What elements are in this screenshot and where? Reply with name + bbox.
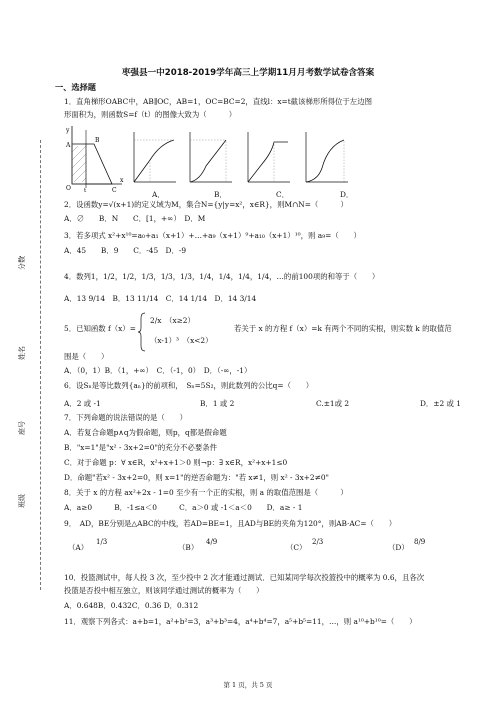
q1-line1: 1．直角梯形OABC中，AB∥OC，AB=1，OC=BC=2，直线l：x=t截该梯形所得位于左边图: [64, 97, 372, 106]
q7-b: B．"x=1"是"x² - 3x+2=0"的充分不必要条件: [64, 443, 217, 452]
svg-text:A: A: [66, 142, 71, 149]
q1-option-c: C．: [276, 190, 290, 199]
q1-graph-b: [186, 130, 234, 188]
q9-option-a-label: （A）: [68, 543, 89, 552]
q8-options: A．a≥0 B．-1≤a＜0 C．a＞0 或 -1＜a＜0 D．a≥ - 1: [64, 503, 303, 512]
q1-option-d: D．: [340, 190, 354, 199]
q9-option-c-value: 2/3: [312, 538, 324, 546]
page-footer: 第 1 页，共 5 页: [223, 681, 273, 689]
svg-text:B: B: [95, 137, 100, 144]
q6-option-c: C.±1或 2: [316, 399, 350, 408]
id-label: 座号: [18, 421, 26, 435]
q3-options: A．45 B．9 C．-45 D．-9: [64, 246, 187, 255]
section-heading: 一、选择题: [55, 82, 96, 92]
q6-option-d: D．±2 或 1: [420, 399, 462, 408]
q9-option-d-label: （D）: [388, 543, 409, 552]
q1-line2: 形面积为，则函数S=f（t）的图像大致为（ ）: [64, 110, 237, 119]
q5-options: A．（0，1）B．（1，+∞） C．（-1，0） D．（-∞，-1）: [64, 366, 252, 375]
score-label: 分数: [18, 256, 26, 270]
q7-a: A．若复合命题p∧q为假命题，则p，q都是假命题: [64, 428, 227, 437]
q5-piece1: 2/x （x≥2）: [150, 316, 195, 325]
q5-pre: 5．已知函数 f（x）=: [64, 324, 136, 333]
q6-text: 6．设Sₙ是等比数列{aₙ}的前项和， Sₙ=5S₂，则此数列的公比q=（ ）: [64, 381, 314, 390]
q1-option-b: B．: [214, 190, 227, 199]
q5-line2: 围是（ ）: [64, 352, 109, 361]
q4-options: A．13 9/14 B．13 11/14 C．14 1/14 D．14 3/14: [64, 294, 257, 303]
q6-option-a: A．2 或 -1: [64, 399, 101, 408]
q10-line1: 10．投篮测试中，每人投 3 次，至少投中 2 次才能通过测试．已知某同学每次投篮投中的概率为 0.6，且各次: [64, 573, 425, 582]
q1-trapezoid-figure: [64, 122, 126, 192]
q3-text: 3．若多项式 x²+x¹⁰=a₀+a₁（x+1）+…+a₉（x+1）⁹+a₁₀（x+1）¹⁰，则 a₉=（ ）: [64, 231, 361, 240]
q9-text: 9． AD，BE分别是△ABC的中线，若AD=BE=1，且AD与BE的夹角为120°，则AB·AC=（ ）: [64, 519, 397, 528]
svg-text:x: x: [120, 177, 124, 184]
q1-option-a: A．: [152, 190, 165, 199]
class-label: 班级: [18, 494, 26, 508]
q2-options: A．∅ B．N C．[1，+∞） D．M: [64, 214, 206, 223]
svg-text:t: t: [84, 188, 87, 192]
q8-text: 8．关于 x 的方程 ax²+2x - 1=0 至少有一个正的实根，则 a 的取值范围是（ ）: [64, 488, 348, 497]
q5-post: 若关于 x 的方程 f（x）=k 有两个不同的实根，则实数 k 的取值范: [234, 324, 452, 333]
q6-option-b: B．1 或 2: [200, 399, 235, 408]
q9-option-c-label: （C）: [286, 543, 307, 552]
q1-graph-c: [244, 130, 292, 188]
q1-graph-d: [302, 130, 350, 188]
q7-text: 7．下列命题的说法错误的是（ ）: [64, 413, 187, 422]
q2-text: 2．设函数y=√(x+1)的定义域为M，集合N={y|y=x²，x∈R}，则M∩N=（ ）: [64, 200, 348, 209]
q10-options: A．0.648B．0.432C．0.36 D．0.312: [64, 601, 199, 610]
binding-line: [40, 140, 41, 590]
q9-option-a-value: 1/3: [96, 538, 108, 546]
q10-line2: 投篮是否投中相互独立，则该同学通过测试的概率为（ ）: [64, 586, 264, 595]
q9-option-d-value: 8/9: [414, 538, 426, 546]
svg-text:y: y: [66, 127, 70, 134]
q1-graph-a: [130, 130, 178, 188]
q4-text: 4．数列1，1/2，1/2，1/3，1/3，1/3，1/4，1/4，1/4，1/4，…的前100项的和等于（ ）: [64, 272, 380, 281]
svg-text:C: C: [112, 187, 117, 192]
q7-d: D．命题"若x² - 3x+2=0，则 x=1"的逆否命题为："若 x≠1，则 x² - 3x+2≠0": [64, 473, 329, 482]
svg-text:O: O: [66, 185, 71, 192]
q9-option-b-label: （B）: [178, 543, 199, 552]
q11-text: 11．观察下列各式：a+b=1，a²+b²=3，a³+b³=4，a⁴+b⁴=7，a⁵+b⁵=11，…，则 a¹⁰+b¹⁰=（ ）: [64, 617, 417, 626]
q9-option-b-value: 4/9: [206, 538, 218, 546]
q7-c: C．对于命题 p：∀ x∈R，x²+x+1＞0 则¬p：∃ x∈R，x²+x+1≤0: [64, 458, 288, 467]
q5-brace: [138, 312, 146, 352]
name-label: 姓名: [18, 346, 26, 360]
page-title: 枣强县一中2018-2019学年高三上学期11月月考数学试卷含答案: [121, 68, 375, 78]
q5-piece2: （x-1）³ （x<2）: [150, 336, 213, 345]
